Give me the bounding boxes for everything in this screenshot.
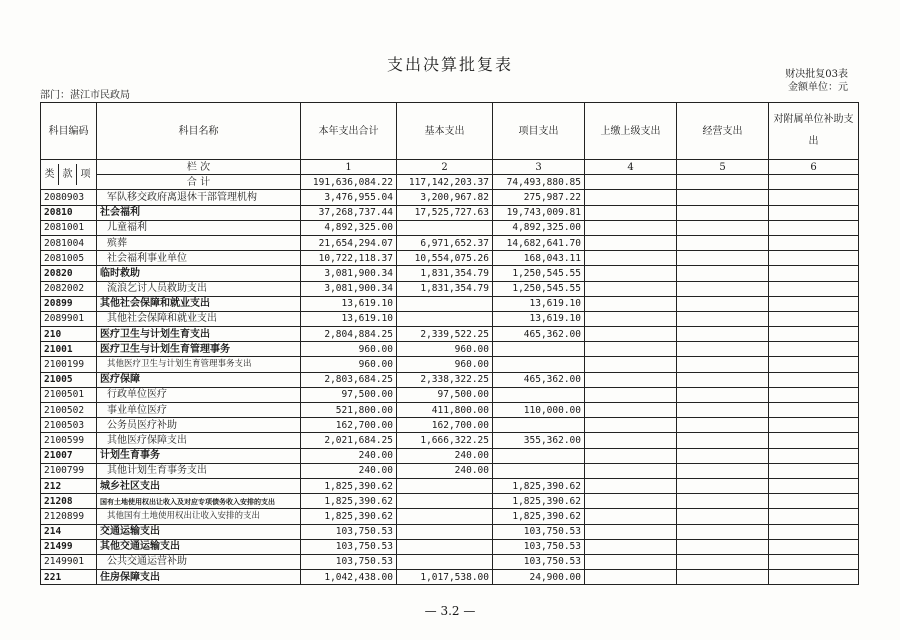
page-title: 支出决算批复表 xyxy=(386,55,513,74)
table-row xyxy=(41,554,859,569)
row-basic xyxy=(397,296,493,311)
row-project: 1,825,390.62 xyxy=(493,494,585,509)
row-subsidy xyxy=(769,342,859,357)
row-code: 2120899 xyxy=(41,509,97,524)
row-project xyxy=(493,342,585,357)
row-operating xyxy=(677,220,769,235)
table-row xyxy=(41,357,859,372)
row-basic: 1,831,354.79 xyxy=(397,266,493,281)
row-name: 其他交通运输支出 xyxy=(97,539,301,554)
row-subsidy xyxy=(769,311,859,326)
row-code: 2100599 xyxy=(41,433,97,448)
row-total: 162,700.00 xyxy=(301,418,397,433)
row-project: 13,619.10 xyxy=(493,296,585,311)
row-operating xyxy=(677,463,769,478)
column-index-4: 4 xyxy=(585,160,677,175)
row-basic: 960.00 xyxy=(397,357,493,372)
row-operating xyxy=(677,403,769,418)
header-project: 项目支出 xyxy=(493,103,585,160)
row-total: 103,750.53 xyxy=(301,539,397,554)
row-basic: 10,554,075.26 xyxy=(397,251,493,266)
row-total: 21,654,294.07 xyxy=(301,235,397,250)
table-row xyxy=(41,494,859,509)
total-c4 xyxy=(585,175,677,190)
row-project xyxy=(493,418,585,433)
row-upper xyxy=(585,418,677,433)
row-upper xyxy=(585,478,677,493)
row-basic: 411,800.00 xyxy=(397,403,493,418)
row-operating xyxy=(677,448,769,463)
row-operating xyxy=(677,554,769,569)
table-row xyxy=(41,281,859,296)
row-basic xyxy=(397,311,493,326)
row-total: 1,042,438.00 xyxy=(301,570,397,585)
row-project: 4,892,325.00 xyxy=(493,220,585,235)
row-project: 1,825,390.62 xyxy=(493,509,585,524)
row-name: 其他社会保障和就业支出 xyxy=(97,311,301,326)
row-name: 医疗卫生与计划生育支出 xyxy=(97,327,301,342)
row-code: 21208 xyxy=(41,494,97,509)
row-code: 2081001 xyxy=(41,220,97,235)
row-basic: 1,017,538.00 xyxy=(397,570,493,585)
row-name: 其他医疗卫生与计划生育管理事务支出 xyxy=(97,357,301,372)
row-project: 1,250,545.55 xyxy=(493,266,585,281)
header-upper: 上缴上级支出 xyxy=(585,103,677,160)
row-basic xyxy=(397,524,493,539)
row-project: 110,000.00 xyxy=(493,403,585,418)
total-c2: 117,142,203.37 xyxy=(397,175,493,190)
row-operating xyxy=(677,372,769,387)
row-name: 事业单位医疗 xyxy=(97,403,301,418)
row-basic xyxy=(397,554,493,569)
row-basic xyxy=(397,494,493,509)
row-total: 10,722,118.37 xyxy=(301,251,397,266)
row-subsidy xyxy=(769,524,859,539)
row-subsidy xyxy=(769,509,859,524)
row-code: 2081005 xyxy=(41,251,97,266)
row-total: 3,476,955.04 xyxy=(301,190,397,205)
row-name: 其他医疗保障支出 xyxy=(97,433,301,448)
row-total: 103,750.53 xyxy=(301,524,397,539)
row-subsidy xyxy=(769,494,859,509)
row-operating xyxy=(677,281,769,296)
row-subsidy xyxy=(769,357,859,372)
row-total: 3,081,900.34 xyxy=(301,266,397,281)
row-code: 2100199 xyxy=(41,357,97,372)
header-subsidy: 对附属单位补助支出 xyxy=(769,103,859,160)
row-upper xyxy=(585,235,677,250)
table-row xyxy=(41,570,859,585)
row-name: 计划生育事务 xyxy=(97,448,301,463)
row-upper xyxy=(585,372,677,387)
row-upper xyxy=(585,311,677,326)
header-total: 本年支出合计 xyxy=(301,103,397,160)
row-name: 其他国有土地使用权出让收入安排的支出 xyxy=(97,509,301,524)
table-row xyxy=(41,448,859,463)
row-project xyxy=(493,387,585,402)
row-project: 1,250,545.55 xyxy=(493,281,585,296)
row-total: 37,268,737.44 xyxy=(301,205,397,220)
row-operating xyxy=(677,342,769,357)
row-upper xyxy=(585,357,677,372)
table-row xyxy=(41,296,859,311)
row-operating xyxy=(677,509,769,524)
header-basic: 基本支出 xyxy=(397,103,493,160)
table-row xyxy=(41,190,859,205)
table-row xyxy=(41,251,859,266)
row-total: 960.00 xyxy=(301,357,397,372)
table-row xyxy=(41,342,859,357)
row-subsidy xyxy=(769,266,859,281)
row-code: 2089901 xyxy=(41,311,97,326)
row-operating xyxy=(677,327,769,342)
row-basic: 3,200,967.82 xyxy=(397,190,493,205)
table-row xyxy=(41,327,859,342)
total-c6 xyxy=(769,175,859,190)
row-basic: 2,339,522.25 xyxy=(397,327,493,342)
row-total: 1,825,390.62 xyxy=(301,509,397,524)
row-basic: 960.00 xyxy=(397,342,493,357)
column-index-3: 3 xyxy=(493,160,585,175)
row-total: 2,804,884.25 xyxy=(301,327,397,342)
row-subsidy xyxy=(769,190,859,205)
table-row xyxy=(41,235,859,250)
row-code: 210 xyxy=(41,327,97,342)
row-upper xyxy=(585,387,677,402)
row-code: 20810 xyxy=(41,205,97,220)
row-upper xyxy=(585,296,677,311)
row-project: 465,362.00 xyxy=(493,327,585,342)
row-name: 社会福利事业单位 xyxy=(97,251,301,266)
column-index-2: 2 xyxy=(397,160,493,175)
row-code: 2100502 xyxy=(41,403,97,418)
row-code: 2080903 xyxy=(41,190,97,205)
row-code: 21005 xyxy=(41,372,97,387)
row-project: 19,743,009.81 xyxy=(493,205,585,220)
header-code: 科目编码 xyxy=(41,103,97,160)
row-name: 其他社会保障和就业支出 xyxy=(97,296,301,311)
row-operating xyxy=(677,251,769,266)
row-name: 医疗卫生与计划生育管理事务 xyxy=(97,342,301,357)
row-operating xyxy=(677,205,769,220)
row-project: 103,750.53 xyxy=(493,524,585,539)
row-operating xyxy=(677,357,769,372)
row-project: 14,682,641.70 xyxy=(493,235,585,250)
column-index-label: 栏 次 xyxy=(97,160,301,175)
row-project xyxy=(493,357,585,372)
row-project: 465,362.00 xyxy=(493,372,585,387)
row-subsidy xyxy=(769,478,859,493)
row-project xyxy=(493,463,585,478)
table-row xyxy=(41,266,859,281)
form-code: 财决批复03表 xyxy=(785,69,848,80)
table-row xyxy=(41,463,859,478)
row-basic: 1,666,322.25 xyxy=(397,433,493,448)
row-operating xyxy=(677,235,769,250)
table-body xyxy=(41,190,859,585)
row-basic: 97,500.00 xyxy=(397,387,493,402)
row-operating xyxy=(677,570,769,585)
row-basic xyxy=(397,478,493,493)
row-name: 殡葬 xyxy=(97,235,301,250)
row-operating xyxy=(677,418,769,433)
row-total: 2,803,684.25 xyxy=(301,372,397,387)
row-project: 355,362.00 xyxy=(493,433,585,448)
row-project: 103,750.53 xyxy=(493,554,585,569)
row-total: 1,825,390.62 xyxy=(301,494,397,509)
row-name: 军队移交政府离退休干部管理机构 xyxy=(97,190,301,205)
row-project xyxy=(493,448,585,463)
row-code: 20899 xyxy=(41,296,97,311)
row-name: 流浪乞讨人员救助支出 xyxy=(97,281,301,296)
column-index-6: 6 xyxy=(769,160,859,175)
row-subsidy xyxy=(769,327,859,342)
table-row xyxy=(41,403,859,418)
row-name: 公共交通运营补助 xyxy=(97,554,301,569)
total-c3: 74,493,880.85 xyxy=(493,175,585,190)
row-upper xyxy=(585,433,677,448)
row-upper xyxy=(585,281,677,296)
row-basic: 162,700.00 xyxy=(397,418,493,433)
kind-kuan: 款 xyxy=(59,164,77,185)
row-subsidy xyxy=(769,403,859,418)
row-project: 168,043.11 xyxy=(493,251,585,266)
row-operating xyxy=(677,539,769,554)
row-total: 97,500.00 xyxy=(301,387,397,402)
row-basic xyxy=(397,539,493,554)
row-name: 城乡社区支出 xyxy=(97,478,301,493)
row-upper xyxy=(585,463,677,478)
row-code: 2081004 xyxy=(41,235,97,250)
row-total: 13,619.10 xyxy=(301,296,397,311)
row-upper xyxy=(585,554,677,569)
row-total: 13,619.10 xyxy=(301,311,397,326)
kind-lei: 类 xyxy=(41,164,59,185)
row-name: 行政单位医疗 xyxy=(97,387,301,402)
row-upper xyxy=(585,539,677,554)
column-index-1: 1 xyxy=(301,160,397,175)
row-project: 275,987.22 xyxy=(493,190,585,205)
kind-labels xyxy=(41,160,97,190)
column-index-5: 5 xyxy=(677,160,769,175)
row-project: 103,750.53 xyxy=(493,539,585,554)
table-row xyxy=(41,311,859,326)
row-upper xyxy=(585,220,677,235)
row-operating xyxy=(677,478,769,493)
page-number: — 3.2 — xyxy=(424,604,476,618)
header-name: 科目名称 xyxy=(97,103,301,160)
row-code: 21499 xyxy=(41,539,97,554)
row-subsidy xyxy=(769,387,859,402)
row-basic xyxy=(397,220,493,235)
header-operating: 经营支出 xyxy=(677,103,769,160)
row-subsidy xyxy=(769,570,859,585)
row-code: 214 xyxy=(41,524,97,539)
row-name: 医疗保障 xyxy=(97,372,301,387)
row-name: 交通运输支出 xyxy=(97,524,301,539)
row-subsidy xyxy=(769,448,859,463)
table-row xyxy=(41,509,859,524)
row-operating xyxy=(677,296,769,311)
table-row xyxy=(41,539,859,554)
row-upper xyxy=(585,342,677,357)
row-code: 212 xyxy=(41,478,97,493)
row-subsidy xyxy=(769,539,859,554)
table-row xyxy=(41,387,859,402)
row-operating xyxy=(677,524,769,539)
row-operating xyxy=(677,494,769,509)
row-name: 其他计划生育事务支出 xyxy=(97,463,301,478)
row-basic: 240.00 xyxy=(397,463,493,478)
row-subsidy xyxy=(769,205,859,220)
row-subsidy xyxy=(769,251,859,266)
row-subsidy xyxy=(769,235,859,250)
row-upper xyxy=(585,570,677,585)
row-code: 21001 xyxy=(41,342,97,357)
row-total: 960.00 xyxy=(301,342,397,357)
row-code: 2082002 xyxy=(41,281,97,296)
row-name: 国有土地使用权出让收入及对应专项债务收入安排的支出 xyxy=(97,494,301,509)
row-subsidy xyxy=(769,554,859,569)
row-total: 1,825,390.62 xyxy=(301,478,397,493)
row-code: 20820 xyxy=(41,266,97,281)
row-subsidy xyxy=(769,372,859,387)
row-total: 3,081,900.34 xyxy=(301,281,397,296)
table-row xyxy=(41,205,859,220)
total-c1: 191,636,084.22 xyxy=(301,175,397,190)
table-row xyxy=(41,372,859,387)
row-total: 521,800.00 xyxy=(301,403,397,418)
row-operating xyxy=(677,190,769,205)
row-code: 2100503 xyxy=(41,418,97,433)
row-upper xyxy=(585,448,677,463)
row-total: 240.00 xyxy=(301,448,397,463)
row-code: 221 xyxy=(41,570,97,585)
row-code: 2100799 xyxy=(41,463,97,478)
row-project: 13,619.10 xyxy=(493,311,585,326)
row-subsidy xyxy=(769,296,859,311)
row-code: 2149901 xyxy=(41,554,97,569)
table-row xyxy=(41,478,859,493)
row-operating xyxy=(677,433,769,448)
row-subsidy xyxy=(769,418,859,433)
row-operating xyxy=(677,387,769,402)
row-code: 2100501 xyxy=(41,387,97,402)
table-row xyxy=(41,524,859,539)
row-name: 住房保障支出 xyxy=(97,570,301,585)
row-project: 1,825,390.62 xyxy=(493,478,585,493)
row-subsidy xyxy=(769,281,859,296)
row-name: 临时救助 xyxy=(97,266,301,281)
row-total: 103,750.53 xyxy=(301,554,397,569)
total-label: 合 计 xyxy=(97,175,301,190)
row-subsidy xyxy=(769,463,859,478)
row-subsidy xyxy=(769,220,859,235)
row-upper xyxy=(585,251,677,266)
row-name: 儿童福利 xyxy=(97,220,301,235)
row-total: 4,892,325.00 xyxy=(301,220,397,235)
total-c5 xyxy=(677,175,769,190)
table-row xyxy=(41,433,859,448)
row-upper xyxy=(585,205,677,220)
row-basic: 6,971,652.37 xyxy=(397,235,493,250)
row-operating xyxy=(677,266,769,281)
row-code: 21007 xyxy=(41,448,97,463)
row-upper xyxy=(585,327,677,342)
row-upper xyxy=(585,524,677,539)
row-basic: 1,831,354.79 xyxy=(397,281,493,296)
table-row xyxy=(41,418,859,433)
row-subsidy xyxy=(769,433,859,448)
row-upper xyxy=(585,190,677,205)
row-basic: 17,525,727.63 xyxy=(397,205,493,220)
row-upper xyxy=(585,509,677,524)
row-name: 社会福利 xyxy=(97,205,301,220)
form-meta xyxy=(785,68,848,94)
expenditure-table xyxy=(40,102,859,585)
row-operating xyxy=(677,311,769,326)
row-upper xyxy=(585,403,677,418)
table-row xyxy=(41,220,859,235)
row-project: 24,900.00 xyxy=(493,570,585,585)
row-upper xyxy=(585,494,677,509)
unit-label: 金额单位：元 xyxy=(788,82,848,93)
row-basic xyxy=(397,509,493,524)
department-label: 部门：湛江市民政局 xyxy=(40,90,130,101)
row-total: 240.00 xyxy=(301,463,397,478)
row-basic: 2,338,322.25 xyxy=(397,372,493,387)
row-total: 2,021,684.25 xyxy=(301,433,397,448)
kind-xiang: 项 xyxy=(80,169,91,181)
row-basic: 240.00 xyxy=(397,448,493,463)
row-name: 公务员医疗补助 xyxy=(97,418,301,433)
row-upper xyxy=(585,266,677,281)
